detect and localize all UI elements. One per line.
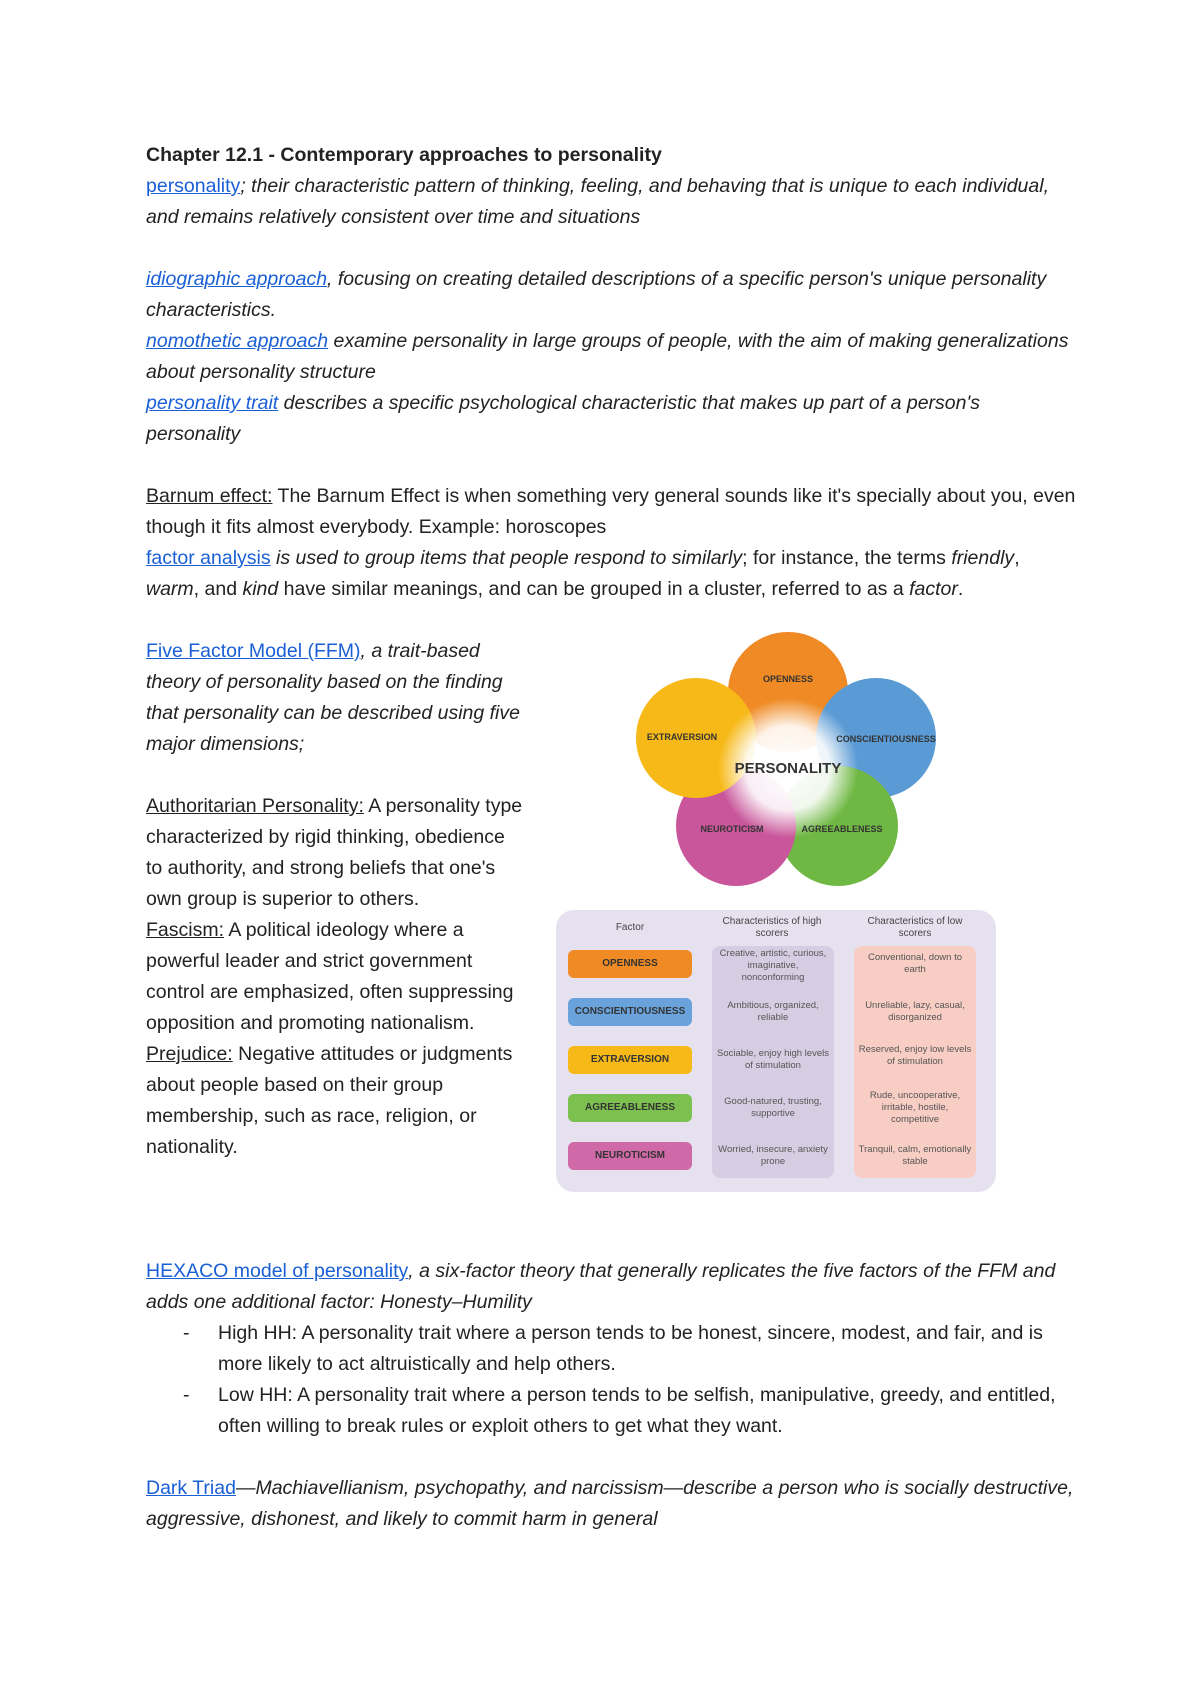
hexaco-definition: HEXACO model of personality, a six-factor theory that generally replicates the five factors of the FFM and adds one additional factor: Honesty–Humility — [146, 1260, 1056, 1313]
nomothetic-link[interactable]: nomothetic approach — [146, 330, 329, 352]
factor-agreeableness: AGREEABLENESS — [568, 1094, 692, 1122]
dark-triad-link[interactable]: Dark Triad — [146, 1477, 236, 1499]
big-five-figure — [556, 630, 1028, 1167]
fascism-term: Fascism: — [146, 919, 224, 941]
idiographic-link[interactable]: idiographic approach — [146, 268, 328, 290]
center-label: PERSONALITY — [734, 760, 842, 777]
factor-analysis-definition: factor analysis is used to group items that people respond to similarly; for instance, the terms friendly, warm, and kind have similar meanings, and can be grouped in a cluster, referred to as a factor. — [146, 547, 1020, 600]
personality-link[interactable]: personality — [146, 175, 241, 197]
ffm-link[interactable]: Five Factor Model (FFM) — [146, 640, 361, 662]
prejudice-definition: Prejudice: Negative attitudes or judgments about people based on their group membership, such as race, religion, or nationality. — [146, 1043, 513, 1158]
trait-definition: personality trait describes a specific psychological characteristic that makes up part of a person's personality — [146, 392, 980, 445]
agreeableness-low: Rude, uncooperative, irritable, hostile, competitive — [869, 1090, 961, 1125]
authoritarian-term: Authoritarian Personality: — [146, 795, 364, 817]
agreeableness-label: AGREEABLENESS — [801, 824, 883, 834]
conscientiousness-label: CONSCIENTIOUSNESS — [836, 734, 936, 744]
document-page — [146, 140, 1076, 1535]
list-item: - Low HH: A personality trait where a person tends to be selfish, manipulative, greedy, and entitled, often willing to break rules or exploit others to get what they want. — [218, 1380, 1076, 1442]
agreeableness-high: Good-natured, trusting, supportive — [724, 1096, 822, 1119]
two-column-section — [146, 636, 1076, 1256]
openness-low: Conventional, down to earth — [867, 952, 962, 975]
hexaco-link[interactable]: HEXACO model of personality — [146, 1260, 409, 1282]
neuroticism-label: NEUROTICISM — [700, 824, 764, 834]
high-scorers-header: Characteristics of high scorers — [722, 916, 822, 939]
factor-openness: OPENNESS — [568, 950, 692, 978]
factor-analysis-link[interactable]: factor analysis — [146, 547, 271, 569]
conscientiousness-high: Ambitious, organized, reliable — [727, 1000, 819, 1023]
personality-definition: personality; their characteristic pattern of thinking, feeling, and behaving that is unique to each individual, and remains relatively consistent over time and situations — [146, 175, 1049, 228]
fascism-definition: Fascism: A political ideology where a powerful leader and strict government control are emphasized, often suppressing opposition and promoting nationalism. — [146, 919, 514, 1034]
conscientiousness-low: Unreliable, lazy, casual, disorganized — [865, 1000, 965, 1023]
idiographic-definition: idiographic approach, focusing on creating detailed descriptions of a specific person's unique personality characteristics. — [146, 268, 1047, 321]
neuroticism-low: Tranquil, calm, emotionally stable — [858, 1144, 972, 1167]
nomothetic-definition: nomothetic approach examine personality in large groups of people, with the aim of making generalizations about personality structure — [146, 330, 1069, 383]
chapter-title: Chapter 12.1 - Contemporary approaches to personality — [146, 144, 662, 166]
barnum-definition: Barnum effect: The Barnum Effect is when something very general sounds like it's specially about you, even though it fits almost everybody. Example: horoscopes — [146, 485, 1076, 538]
extraversion-label: EXTRAVERSION — [646, 732, 718, 742]
list-item: - High HH: A personality trait where a person tends to be honest, sincere, modest, and fair, and is more likely to act altruistically and help others. — [218, 1318, 1076, 1380]
low-scorers-header: Characteristics of low scorers — [867, 916, 963, 939]
factor-extraversion: EXTRAVERSION — [568, 1046, 692, 1074]
left-column — [146, 636, 526, 1163]
barnum-term: Barnum effect: — [146, 485, 273, 507]
hexaco-list — [146, 1318, 1076, 1442]
factor-column-header: Factor — [615, 922, 645, 933]
authoritarian-definition: Authoritarian Personality: A personality type characterized by rigid thinking, obedience to authority, and strong beliefs that one's own group is superior to others. — [146, 795, 523, 910]
trait-link[interactable]: personality trait — [146, 392, 279, 414]
neuroticism-high: Worried, insecure, anxiety prone — [718, 1144, 828, 1167]
openness-label: OPENNESS — [762, 674, 814, 684]
openness-high: Creative, artistic, curious, imaginative, nonconforming — [719, 948, 827, 983]
personality-petal-diagram — [556, 630, 1028, 900]
extraversion-high: Sociable, enjoy high levels of stimulation — [717, 1048, 829, 1071]
extraversion-low: Reserved, enjoy low levels of stimulation — [858, 1044, 972, 1067]
ffm-definition: Five Factor Model (FFM), a trait-based theory of personality based on the finding that personality can be described using five major dimensions; — [146, 640, 520, 755]
factor-table — [556, 910, 996, 1192]
factor-neuroticism: NEUROTICISM — [568, 1142, 692, 1170]
dark-triad-definition: Dark Triad—Machiavellianism, psychopathy, and narcissism—describe a person who is socially destructive, aggressive, dishonest, and likely to commit harm in general — [146, 1477, 1074, 1530]
prejudice-term: Prejudice: — [146, 1043, 233, 1065]
factor-conscientiousness: CONSCIENTIOUSNESS — [568, 998, 692, 1026]
